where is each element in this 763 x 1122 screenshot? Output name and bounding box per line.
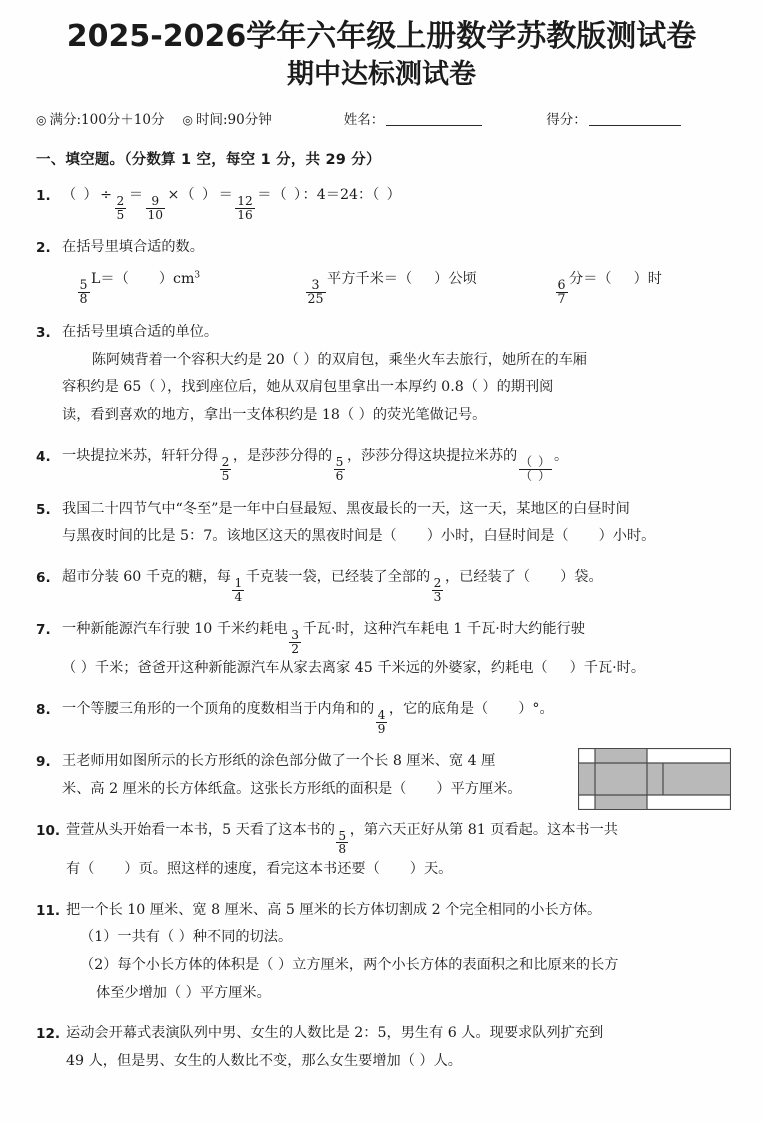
- question-11-sub-2a[interactable]: （2）每个小长方体的体积是（ ）立方厘米，两个小长方体的表面积之和比原来的长方: [80, 956, 619, 973]
- q2-item-2-from: 平方千米＝（: [327, 270, 413, 287]
- full-score-text: 满分:100分＋10分: [49, 111, 165, 128]
- question-3-body: [62, 319, 737, 430]
- score-input[interactable]: [589, 112, 681, 126]
- question-5-body: [62, 496, 737, 551]
- q7-text-a: （ ）千米；爸爸开这种新能源汽车从家去离家 45 千米远的外婆家，约耗电（: [62, 660, 548, 677]
- exam-info-line: [36, 108, 729, 128]
- question-5-number: 5.: [36, 501, 51, 518]
- question-12-number: 12.: [36, 1026, 61, 1043]
- q6-text-3: ，已经装了（: [444, 568, 531, 585]
- question-2-body: [62, 234, 737, 306]
- question-11-line-1: 把一个长 10 厘米、宽 8 厘米、高 5 厘米的长方体切割成 2 个完全相同的小长方体。: [66, 901, 602, 918]
- question-7: [36, 616, 737, 683]
- q9-text-a: 米、高 2 厘米的长方体纸盒。这张长方形纸的面积是（: [62, 780, 407, 797]
- q2-item-3-from: 分＝（: [569, 270, 612, 287]
- q1-equals-3: ＝: [257, 186, 272, 203]
- q2-fraction-3: $\frac{6}{7}$: [557, 277, 566, 307]
- question-10: [36, 817, 737, 884]
- question-11-sub-1[interactable]: （1）一共有（ ）种不同的切法。: [80, 929, 293, 946]
- rectangle-net-diagram-icon: [578, 748, 731, 810]
- question-12-body: [66, 1020, 737, 1075]
- q6-text-4: ）袋。: [560, 568, 603, 585]
- name-field-group: [344, 108, 483, 128]
- q8-text-3: ）°。: [518, 701, 554, 717]
- q7-text-b: ）千瓦·时。: [569, 660, 646, 677]
- q1-blank-2[interactable]: （ ）: [180, 186, 218, 203]
- q10-text-1: 萱萱从头开始看一本书，5 天看了这本书的: [66, 821, 335, 838]
- question-12: [36, 1020, 737, 1075]
- name-label: 姓名：: [343, 111, 385, 128]
- question-9-line-1: 王老师用如图所示的长方形纸的涂色部分做了一个长 8 厘米、宽 4 厘: [62, 753, 496, 770]
- time-info: [182, 108, 271, 128]
- full-score-info: [36, 108, 164, 128]
- score-field-group: [546, 108, 681, 128]
- question-7-line-1: [62, 616, 737, 655]
- question-5-line-2: [62, 523, 737, 551]
- question-2-number: 2.: [36, 240, 51, 257]
- q1-blank-3[interactable]: （ ）: [272, 186, 303, 203]
- question-list: [0, 182, 763, 1076]
- question-10-line-2: [66, 856, 737, 884]
- q2-item-1-to: ）cm: [158, 270, 195, 287]
- q4-text-4: 。: [553, 447, 569, 464]
- q10-text-b: ）页。照这样的速度，看完这本书还要（: [124, 860, 380, 877]
- q2-item-2-to: ）公顷: [434, 270, 477, 287]
- question-9-number: 9.: [36, 754, 51, 771]
- q2-item-3-to: ）时: [633, 270, 662, 287]
- question-8-number: 8.: [36, 702, 51, 718]
- q1-fraction-2: $\frac{9}{10}$: [147, 194, 164, 222]
- q4-text-1: 一块提拉米苏，轩轩分得: [62, 447, 219, 464]
- question-10-line-1: [66, 817, 737, 856]
- q6-fraction-1: $\frac{1}{4}$: [234, 576, 243, 604]
- question-2-items: [62, 262, 737, 306]
- q2-fraction-2: $\frac{3}{25}$: [307, 277, 324, 307]
- q10-text-a: 有（: [66, 860, 95, 877]
- question-7-body: [62, 616, 737, 683]
- question-3-line-1: 陈阿姨背着一个容积大约是 20（ ）的双肩包，乘坐火车去旅行，她所在的车厢: [91, 351, 588, 368]
- q10-text-c: ）天。: [409, 860, 453, 877]
- q6-text-2: 千克装一袋，已经装了全部的: [245, 568, 431, 585]
- q6-fraction-2: $\frac{2}{3}$: [433, 576, 442, 604]
- q2-fraction-1: $\frac{5}{8}$: [79, 277, 88, 307]
- q7-text-1: 一种新能源汽车行驶 10 千米约耗电: [62, 621, 288, 638]
- page-subtitle: 期中达标测试卷: [287, 58, 476, 90]
- q8-fraction-1: $\frac{4}{9}$: [377, 708, 386, 736]
- question-6-body: [62, 564, 737, 603]
- q7-text-2: 千瓦·时，这种汽车耗电 1 千瓦·时大约能行驶: [302, 621, 585, 638]
- q4-text-2: ，是莎莎分得的: [232, 447, 333, 464]
- q2-item-1-exponent: 3: [194, 270, 201, 281]
- q4-text-3: ，莎莎分得这块提拉米苏的: [346, 447, 518, 464]
- question-1-body: [62, 182, 737, 221]
- q1-blank-1[interactable]: （ ）: [62, 186, 100, 203]
- q4-answer-fraction[interactable]: $\frac{( )}{( )}$: [519, 454, 552, 483]
- question-7-line-2: [62, 655, 737, 683]
- q1-equals-2: ＝: [218, 186, 233, 203]
- q1-blank-4[interactable]: （ ）: [372, 186, 403, 203]
- section-heading-fill-in-blank: 一、填空题。（分数算 1 空，每空 1 分，共 29 分）: [36, 151, 381, 168]
- q5-text-a: 与黑夜时间的比是 5：7。该地区这天的黑夜时间是（: [62, 528, 397, 545]
- circle-marker-icon-2: ◎: [182, 112, 193, 127]
- q8-text-1: 一个等腰三角形的一个顶角的度数相当于内角和的: [62, 701, 375, 717]
- question-3-line-2: 容积约是 65（ ），找到座位后，她从双肩包里拿出一本厚约 0.8（ ）的期刊阅: [62, 379, 554, 396]
- question-12-line-2[interactable]: 49 人，但是男、女生的人数比不变，那么女生要增加（ ）人。: [66, 1052, 462, 1069]
- q6-text-1: 超市分装 60 千克的糖，每: [62, 568, 231, 585]
- question-2: [36, 234, 737, 306]
- q4-fraction-2: $\frac{5}{6}$: [335, 455, 344, 483]
- question-9-figure: [578, 748, 731, 810]
- question-12-line-1: 运动会开幕式表演队列中男、女生的人数比是 2：5，男生有 6 人。现要求队列扩充到: [66, 1025, 604, 1042]
- question-4: [36, 443, 737, 483]
- question-11: [36, 897, 737, 1008]
- time-text: 时间:90分钟: [195, 111, 272, 128]
- name-input[interactable]: [386, 112, 482, 126]
- q1-equals-1: ＝: [128, 186, 144, 203]
- question-11-number: 11.: [36, 902, 61, 919]
- q2-item-3: [554, 266, 737, 306]
- question-2-prompt: 在括号里填合适的数。: [62, 239, 204, 256]
- question-1-number: 1.: [36, 187, 51, 204]
- question-3-line-3: 读，看到喜欢的地方，拿出一支体积约是 18（ ）的荧光笔做记号。: [62, 407, 487, 424]
- q5-text-c: ）小时。: [598, 528, 656, 545]
- q1-divide-sign: ÷: [100, 186, 113, 203]
- question-6-number: 6.: [36, 569, 51, 586]
- q1-ratio-text: ：4＝24：: [302, 186, 373, 203]
- q2-item-1: [76, 266, 304, 306]
- q10-fraction-1: $\frac{5}{8}$: [338, 828, 347, 857]
- q1-fraction-3: $\frac{12}{16}$: [237, 194, 253, 222]
- question-11-body: [66, 897, 737, 1008]
- q1-multiply-sign: ×: [167, 186, 180, 203]
- q4-fraction-1: $\frac{2}{5}$: [221, 455, 230, 483]
- circle-marker-icon: ◎: [36, 112, 47, 127]
- q1-fraction-1: $\frac{2}{5}$: [116, 194, 125, 222]
- question-10-number: 10.: [36, 822, 61, 839]
- question-7-number: 7.: [36, 622, 51, 639]
- score-label: 得分：: [546, 111, 587, 128]
- q10-text-2: ，第六天正好从第 81 页看起。这本书一共: [349, 821, 618, 838]
- question-5: [36, 496, 737, 551]
- question-3-prompt: 在括号里填合适的单位。: [62, 324, 219, 341]
- question-4-number: 4.: [36, 448, 51, 465]
- question-3: [36, 319, 737, 430]
- question-8-body: [62, 696, 737, 735]
- page-title: 2025-2026学年六年级上册数学苏教版测试卷: [66, 19, 697, 54]
- q7-fraction-1: $\frac{3}{2}$: [291, 628, 299, 656]
- question-6: [36, 564, 737, 603]
- question-4-body: [62, 443, 737, 483]
- question-8: [36, 696, 737, 735]
- question-3-number: 3.: [36, 325, 51, 342]
- question-11-sub-2b[interactable]: 体至少增加（ ）平方厘米。: [96, 984, 271, 1001]
- q9-text-b: ）平方厘米。: [436, 780, 522, 797]
- question-10-body: [66, 817, 737, 884]
- q2-item-1-from: L＝（: [91, 270, 129, 287]
- page-title-block: [0, 0, 763, 92]
- question-1: [36, 182, 737, 221]
- question-5-line-1: 我国二十四节气中“冬至”是一年中白昼最短、黑夜最长的一天，这一天，某地区的白昼时间: [62, 500, 630, 517]
- q5-text-b: ）小时，白昼时间是（: [426, 528, 569, 545]
- q8-text-2: ，它的底角是（: [388, 701, 489, 717]
- q2-item-2: [304, 266, 554, 306]
- question-9-line-2: [62, 776, 567, 804]
